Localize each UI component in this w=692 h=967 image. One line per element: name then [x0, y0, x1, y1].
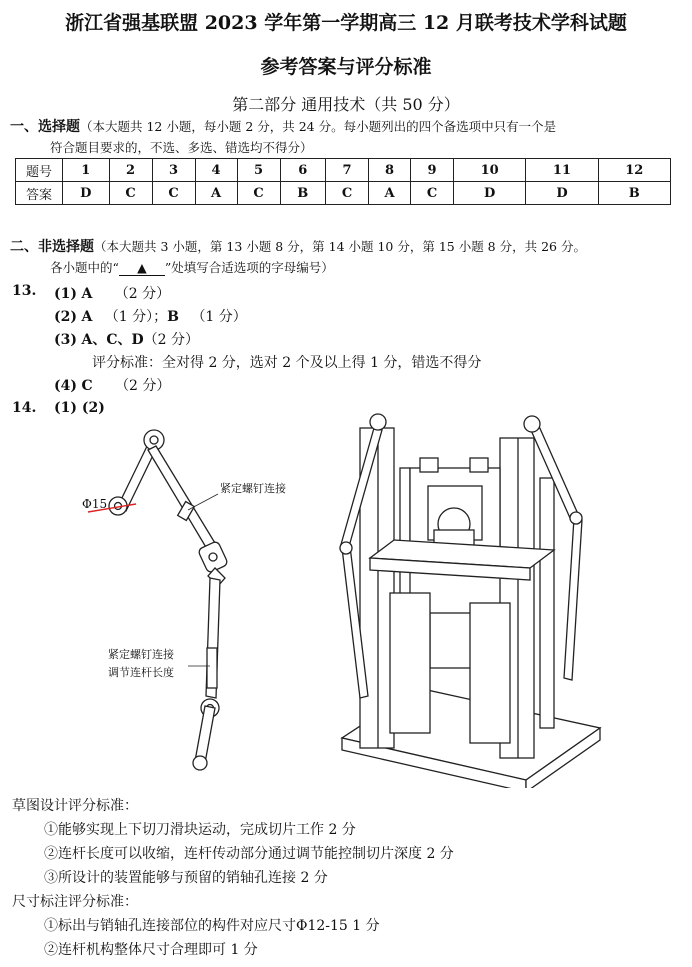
table-cell: 5 — [237, 159, 280, 182]
table-cell: 2 — [109, 159, 152, 182]
table-header-number: 题号 — [16, 159, 63, 182]
sketch-criterion-3: ③所设计的装置能够与预留的销轴孔连接 2 分 — [44, 870, 328, 886]
machine-drawing — [330, 398, 610, 788]
q13-item-1 — [54, 283, 170, 303]
dimension-criterion-1: ①标出与销轴孔连接部位的构件对应尺寸Φ12-15 1 分 — [44, 918, 380, 934]
item-answer: A — [81, 309, 93, 325]
table-cell: C — [152, 182, 195, 205]
desc-post: ”处填写合适选项的字母编号） — [164, 260, 334, 275]
item-score: （2 分） — [115, 378, 171, 394]
table-cell: 10 — [454, 159, 526, 182]
desc-pre: 各小题中的“ — [50, 260, 119, 275]
table-cell: 9 — [411, 159, 454, 182]
item-label: (1) — [54, 286, 77, 302]
item-score: （1 分）； — [104, 309, 168, 325]
answer-subtitle: 参考答案与评分标准 — [260, 56, 432, 78]
table-cell: 6 — [280, 159, 325, 182]
table-cell: 3 — [152, 159, 195, 182]
table-cell: D — [454, 182, 526, 205]
item-score: （2 分） — [114, 286, 171, 302]
table-cell: 7 — [325, 159, 368, 182]
q14-number: 14. — [12, 400, 37, 416]
table-cell: C — [109, 182, 152, 205]
dimension-grading-title: 尺寸标注评分标准： — [12, 894, 138, 910]
item-answer: A — [81, 286, 93, 302]
sketch-criterion-1: ①能够实现上下切刀滑块运动，完成切片工作 2 分 — [44, 822, 356, 838]
item-answer-2: B — [167, 309, 179, 325]
section2-desc-line1: （本大题共 3 小题，第 13 小题 8 分，第 14 小题 10 分，第 15 小题 8 分，共 26 分。 — [94, 239, 586, 254]
triangle-mark-icon: ▲ — [137, 260, 147, 275]
table-cell: 11 — [526, 159, 598, 182]
table-cell: C — [325, 182, 368, 205]
item-label: (2) — [54, 309, 77, 325]
table-cell: A — [369, 182, 411, 205]
adjust-label: 调节连杆长度 — [108, 666, 174, 679]
part-heading: 第二部分 通用技术（共 50 分） — [232, 95, 460, 114]
item-score-2: （1 分） — [191, 309, 247, 325]
section1-desc — [10, 116, 556, 136]
screw-label-top: 紧定螺钉连接 — [220, 482, 286, 495]
section2-label: 二、非选择题 — [10, 239, 94, 255]
q13-number: 13. — [12, 283, 37, 299]
q13-item-2 — [54, 306, 247, 326]
section1-label: 一、选择题 — [10, 119, 80, 135]
sketch-criterion-2: ②连杆长度可以收缩，连杆传动部分通过调节能控制切片深度 2 分 — [44, 846, 454, 862]
table-cell: A — [195, 182, 237, 205]
section1-desc-line2: 符合题目要求的，不选、多选、错选均不得分） — [50, 140, 313, 155]
item-answer: A、C、D — [81, 332, 144, 348]
sketch-grading-title: 草图设计评分标准： — [12, 798, 138, 814]
table-cell: C — [411, 182, 454, 205]
q13-item-3 — [54, 329, 199, 349]
q13-criteria: 评分标准：全对得 2 分，选对 2 个及以上得 1 分，错选不得分 — [92, 355, 482, 371]
table-cell: 12 — [598, 159, 670, 182]
screw-label-bottom: 紧定螺钉连接 — [108, 648, 174, 661]
linkage-drawing — [70, 418, 330, 778]
section2-desc — [10, 236, 586, 256]
table-cell: B — [280, 182, 325, 205]
table-cell: D — [526, 182, 598, 205]
table-cell: D — [63, 182, 110, 205]
phi-label: Φ15 — [82, 497, 108, 511]
blank-mark — [119, 260, 165, 276]
q14-parts: (1) (2) — [54, 400, 105, 416]
table-header-answer: 答案 — [16, 182, 63, 205]
table-cell: 8 — [369, 159, 411, 182]
table-cell: C — [237, 182, 280, 205]
dimension-criterion-2: ②连杆机构整体尺寸合理即可 1 分 — [44, 942, 258, 958]
section1-desc-line1: （本大题共 12 小题，每小题 2 分，共 24 分。每小题列出的四个备选项中只有一个是 — [80, 119, 557, 134]
section2-desc-line2 — [50, 258, 334, 276]
item-label: (4) — [54, 378, 77, 394]
exam-title: 浙江省强基联盟 2023 学年第一学期高三 12 月联考技术学科试题 — [65, 12, 627, 34]
item-score: （2 分） — [143, 332, 199, 348]
table-row-numbers — [16, 159, 671, 182]
table-cell: B — [598, 182, 670, 205]
table-cell: 4 — [195, 159, 237, 182]
table-row-answers — [16, 182, 671, 205]
q13-item-4 — [54, 375, 170, 395]
answer-table — [15, 158, 671, 205]
table-cell: 1 — [63, 159, 110, 182]
item-label: (3) — [54, 332, 77, 348]
item-answer: C — [81, 378, 93, 394]
